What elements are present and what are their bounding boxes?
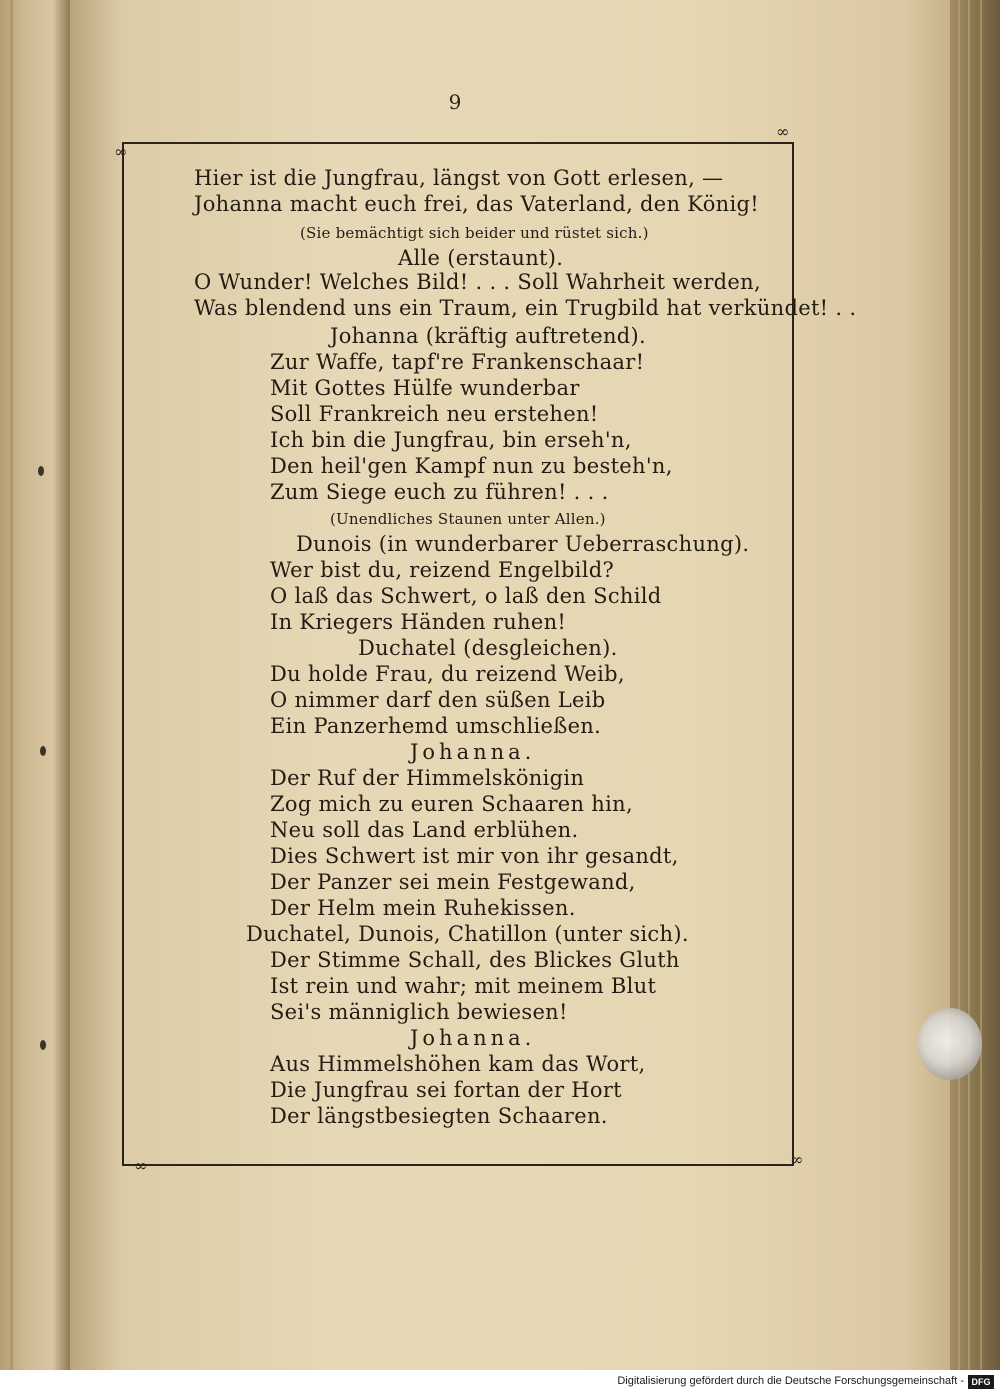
verse-line: Die Jungfrau sei fortan der Hort: [270, 1078, 622, 1102]
verse-line: O nimmer darf den süßen Leib: [270, 688, 606, 712]
verse-line: Aus Himmelshöhen kam das Wort,: [270, 1052, 646, 1076]
verse-line: O Wunder! Welches Bild! . . . Soll Wahrheit werden,: [194, 270, 761, 294]
verse-line: Du holde Frau, du reizend Weib,: [270, 662, 625, 686]
stage-direction: (Unendliches Staunen unter Allen.): [330, 510, 606, 528]
verse-line: Johanna macht euch frei, das Vaterland, den König!: [194, 192, 759, 216]
verse-line: O laß das Schwert, o laß den Schild: [270, 584, 662, 608]
verse-line: Der Ruf der Himmelskönigin: [270, 766, 585, 790]
verse-line: Der Panzer sei mein Festgewand,: [270, 870, 636, 894]
speaker-line: Johanna.: [410, 740, 536, 764]
corner-ornament-icon: ∞: [114, 142, 128, 161]
verse-line: Der längstbesiegten Schaaren.: [270, 1104, 608, 1128]
verse-line: Ein Panzerhemd umschließen.: [270, 714, 602, 738]
stage-direction: (Sie bemächtigt sich beider und rüstet sich.): [300, 224, 649, 242]
verse-line: Sei's männiglich bewiesen!: [270, 1000, 568, 1024]
scanner-thumb-shadow: [918, 1008, 982, 1080]
verse-line: In Kriegers Händen ruhen!: [270, 610, 567, 634]
verse-line: Neu soll das Land erblühen.: [270, 818, 579, 842]
speaker-line: Duchatel (desgleichen).: [358, 636, 618, 660]
verse-line: Mit Gottes Hülfe wunderbar: [270, 376, 580, 400]
verse-line: Wer bist du, reizend Engelbild?: [270, 558, 615, 582]
verse-line: Soll Frankreich neu erstehen!: [270, 402, 599, 426]
verse-line: Dies Schwert ist mir von ihr gesandt,: [270, 844, 679, 868]
speaker-line: Dunois (in wunderbarer Ueberraschung).: [296, 532, 750, 556]
verse-line: Der Stimme Schall, des Blickes Gluth: [270, 948, 680, 972]
corner-ornament-icon: ∞: [134, 1156, 148, 1175]
verse-line: Was blendend uns ein Traum, ein Trugbild hat verkündet! . .: [194, 296, 857, 320]
corner-ornament-icon: ∞: [776, 122, 790, 141]
verse-line: Der Helm mein Ruhekissen.: [270, 896, 576, 920]
page-number: 9: [448, 90, 462, 114]
speaker-line: Johanna (kräftig auftretend).: [330, 324, 646, 348]
footer-bar: [0, 1370, 1000, 1395]
corner-ornament-icon: ∞: [790, 1150, 804, 1169]
speaker-line: Alle (erstaunt).: [398, 246, 564, 270]
verse-line: Ich bin die Jungfrau, bin erseh'n,: [270, 428, 632, 452]
speaker-line: Johanna.: [410, 1026, 536, 1050]
verse-line: Hier ist die Jungfrau, längst von Gott erlesen, —: [194, 166, 724, 190]
funding-notice: Digitalisierung gefördert durch die Deutsche Forschungsgemeinschaft -: [617, 1375, 964, 1387]
speaker-line: Duchatel, Dunois, Chatillon (unter sich).: [246, 922, 689, 946]
verse-line: Den heil'gen Kampf nun zu besteh'n,: [270, 454, 673, 478]
verse-line: Zog mich zu euren Schaaren hin,: [270, 792, 633, 816]
verse-line: Ist rein und wahr; mit meinem Blut: [270, 974, 657, 998]
verse-line: Zum Siege euch zu führen! . . .: [270, 480, 609, 504]
dfg-logo-icon: DFG: [968, 1375, 994, 1389]
verse-line: Zur Waffe, tapf're Frankenschaar!: [270, 350, 645, 374]
